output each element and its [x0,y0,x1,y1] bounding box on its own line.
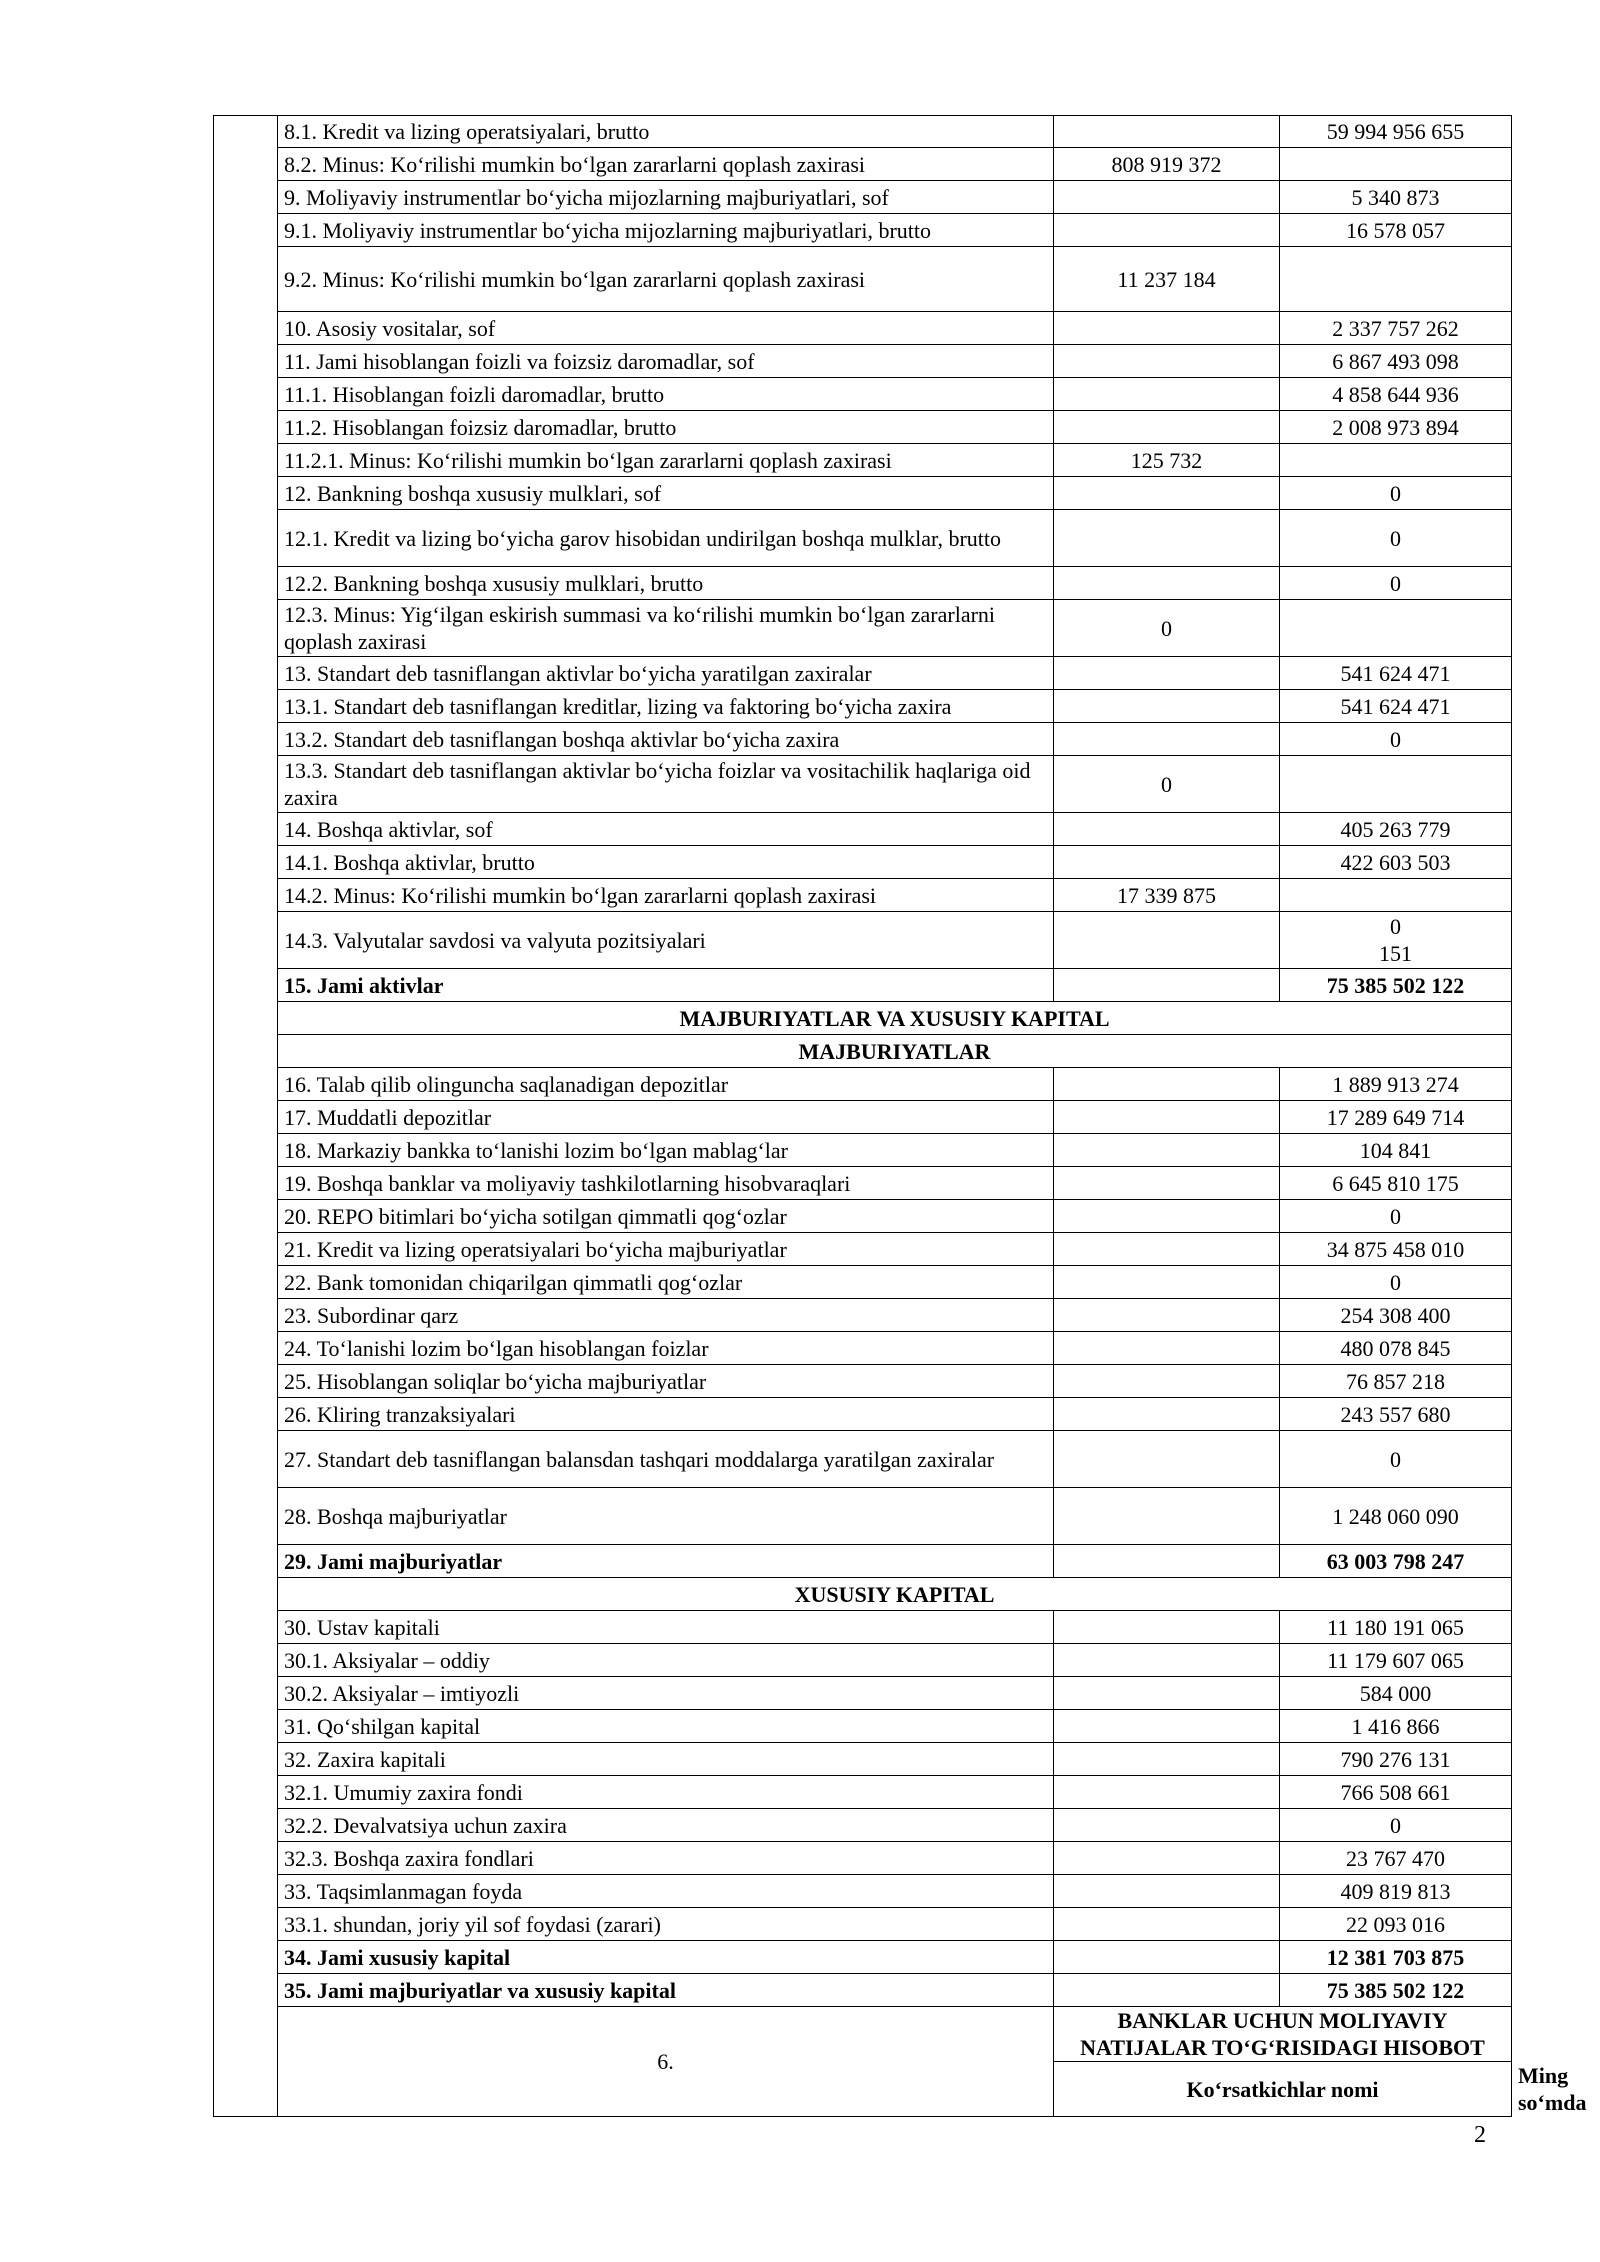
row-deduction [1054,1101,1280,1134]
row-label: 34. Jami xususiy kapital [278,1941,1054,1974]
table-row [214,1431,1512,1488]
row-deduction [1054,510,1280,567]
row-label: 12.1. Kredit va lizing boʻyicha garov hisobidan undirilgan boshqa mulklar, brutto [278,510,1054,567]
section-heading-row [214,1002,1512,1035]
row-deduction: 808 919 372 [1054,148,1280,181]
row-value: 541 624 471 [1280,690,1512,723]
row-deduction [1054,813,1280,846]
row-label: 30. Ustav kapitali [278,1611,1054,1644]
row-value [1280,756,1512,813]
section-number: 6. [278,2007,1054,2117]
row-deduction: 17 339 875 [1054,879,1280,912]
table-row [214,1167,1512,1200]
row-value: 584 000 [1280,1677,1512,1710]
table-row [214,1809,1512,1842]
row-value [1280,879,1512,912]
table-row [214,1710,1512,1743]
row-value: 23 767 470 [1280,1842,1512,1875]
document-page [213,115,1587,2117]
row-label: 25. Hisoblangan soliqlar boʻyicha majburiyatlar [278,1365,1054,1398]
row-label: 13.1. Standart deb tasniflangan kreditlar, lizing va faktoring boʻyicha zaxira [278,690,1054,723]
section-heading-row [214,1578,1512,1611]
table-row [214,1134,1512,1167]
table-row [214,1365,1512,1398]
row-value [1280,444,1512,477]
table-row [214,1299,1512,1332]
row-value: 405 263 779 [1280,813,1512,846]
row-deduction [1054,1167,1280,1200]
row-deduction: 0 [1054,600,1280,657]
row-label: 22. Bank tomonidan chiqarilgan qimmatli qogʻozlar [278,1266,1054,1299]
row-value: 16 578 057 [1280,214,1512,247]
row-value: 104 841 [1280,1134,1512,1167]
table-row [214,1611,1512,1644]
table-row-total [214,1974,1512,2007]
table-row [214,148,1512,181]
row-deduction [1054,1134,1280,1167]
row-value: 22 093 016 [1280,1908,1512,1941]
table-row [214,1488,1512,1545]
row-deduction [1054,411,1280,444]
row-value [1280,148,1512,181]
table-row [214,1332,1512,1365]
row-deduction [1054,181,1280,214]
row-value: 11 179 607 065 [1280,1644,1512,1677]
table-row [214,214,1512,247]
row-value: 63 003 798 247 [1280,1545,1512,1578]
section-number-cell [214,116,278,2117]
page-number: 2 [1474,2122,1486,2148]
row-value: 422 603 503 [1280,846,1512,879]
row-label: 30.1. Aksiyalar – oddiy [278,1644,1054,1677]
row-value: 75 385 502 122 [1280,1974,1512,2007]
row-deduction [1054,1068,1280,1101]
row-label: 16. Talab qilib olinguncha saqlanadigan depozitlar [278,1068,1054,1101]
row-label: 9. Moliyaviy instrumentlar boʻyicha mijozlarning majburiyatlari, sof [278,181,1054,214]
row-label: 9.1. Moliyaviy instrumentlar boʻyicha mijozlarning majburiyatlari, brutto [278,214,1054,247]
table-row [214,567,1512,600]
heading-liabilities: MAJBURIYATLAR [278,1035,1512,1068]
row-label: 14.1. Boshqa aktivlar, brutto [278,846,1054,879]
row-deduction [1054,846,1280,879]
row-deduction [1054,116,1280,148]
row-value: 0 [1280,1200,1512,1233]
row-label: 29. Jami majburiyatlar [278,1545,1054,1578]
table-row [214,1101,1512,1134]
table-row [214,444,1512,477]
row-label: 24. Toʻlanishi lozim boʻlgan hisoblangan foizlar [278,1332,1054,1365]
row-deduction [1054,1809,1280,1842]
row-value: 480 078 845 [1280,1332,1512,1365]
row-value: 2 337 757 262 [1280,312,1512,345]
row-deduction [1054,1908,1280,1941]
table-row [214,723,1512,756]
table-row [214,1266,1512,1299]
table-row [214,247,1512,312]
row-value: 409 819 813 [1280,1875,1512,1908]
row-value: 243 557 680 [1280,1398,1512,1431]
row-label: 12.3. Minus: Yigʻilgan eskirish summasi va koʻrilishi mumkin boʻlgan zararlarni qoplash zaxirasi [278,600,1054,657]
row-value: 2 008 973 894 [1280,411,1512,444]
row-label: 13.2. Standart deb tasniflangan boshqa aktivlar boʻyicha zaxira [278,723,1054,756]
section-6-title-row [214,2007,1512,2062]
row-value: 254 308 400 [1280,1299,1512,1332]
table-row [214,912,1512,969]
row-label: 8.1. Kredit va lizing operatsiyalari, brutto [278,116,1054,148]
row-value: 12 381 703 875 [1280,1941,1512,1974]
row-value: 5 340 873 [1280,181,1512,214]
heading-equity: XUSUSIY KAPITAL [278,1578,1512,1611]
row-deduction [1054,1710,1280,1743]
table-row [214,181,1512,214]
table-row [214,1677,1512,1710]
row-label: 12. Bankning boshqa xususiy mulklari, sof [278,477,1054,510]
row-deduction [1054,1677,1280,1710]
row-value: 75 385 502 122 [1280,969,1512,1002]
table-row [214,1644,1512,1677]
row-label: 18. Markaziy bankka toʻlanishi lozim boʻlgan mablagʻlar [278,1134,1054,1167]
row-label: 11.1. Hisoblangan foizli daromadlar, brutto [278,378,1054,411]
table-row-total [214,1545,1512,1578]
row-deduction [1054,1974,1280,2007]
row-deduction [1054,312,1280,345]
row-value: 0 [1280,477,1512,510]
table-row [214,312,1512,345]
row-label: 11.2. Hisoblangan foizsiz daromadlar, brutto [278,411,1054,444]
row-label: 27. Standart deb tasniflangan balansdan tashqari moddalarga yaratilgan zaxiralar [278,1431,1054,1488]
row-value: 0 [1280,567,1512,600]
row-deduction [1054,214,1280,247]
row-deduction [1054,1776,1280,1809]
row-deduction [1054,1842,1280,1875]
row-value-stack [1280,912,1512,969]
table-row [214,1233,1512,1266]
heading-liabilities-equity: MAJBURIYATLAR VA XUSUSIY KAPITAL [278,1002,1512,1035]
row-label: 14.3. Valyutalar savdosi va valyuta pozitsiyalari [278,912,1054,969]
row-deduction [1054,657,1280,690]
row-value: 1 889 913 274 [1280,1068,1512,1101]
row-label: 14. Boshqa aktivlar, sof [278,813,1054,846]
row-deduction [1054,378,1280,411]
row-value: 766 508 661 [1280,1776,1512,1809]
row-deduction [1054,1365,1280,1398]
row-deduction [1054,345,1280,378]
row-label: 10. Asosiy vositalar, sof [278,312,1054,345]
row-label: 32.3. Boshqa zaxira fondlari [278,1842,1054,1875]
row-deduction [1054,1743,1280,1776]
row-deduction [1054,1299,1280,1332]
row-deduction [1054,1545,1280,1578]
row-deduction [1054,723,1280,756]
row-value: 790 276 131 [1280,1743,1512,1776]
row-deduction [1054,1266,1280,1299]
row-label: 30.2. Aksiyalar – imtiyozli [278,1677,1054,1710]
row-label: 32.1. Umumiy zaxira fondi [278,1776,1054,1809]
table-row [214,116,1512,148]
table-row [214,1200,1512,1233]
row-label: 32. Zaxira kapitali [278,1743,1054,1776]
table-row [214,1398,1512,1431]
row-label: 8.2. Minus: Koʻrilishi mumkin boʻlgan zararlarni qoplash zaxirasi [278,148,1054,181]
row-deduction: 125 732 [1054,444,1280,477]
row-label: 11. Jami hisoblangan foizli va foizsiz daromadlar, sof [278,345,1054,378]
row-label: 17. Muddatli depozitlar [278,1101,1054,1134]
row-label: 19. Boshqa banklar va moliyaviy tashkilotlarning hisobvaraqlari [278,1167,1054,1200]
section-6-header-row: Koʻrsatkichlar nomi Ming soʻmda [214,2062,1512,2117]
row-label: 13. Standart deb tasniflangan aktivlar boʻyicha yaratilgan zaxiralar [278,657,1054,690]
table-row [214,846,1512,879]
row-value: 1 416 866 [1280,1710,1512,1743]
row-deduction [1054,1200,1280,1233]
row-value: 0 [1280,1431,1512,1488]
row-deduction [1054,1431,1280,1488]
section-6-title: BANKLAR UCHUN MOLIYAVIY NATIJALAR TOʻGʻRISIDAGI HISOBOT [1054,2007,1512,2062]
row-label: 23. Subordinar qarz [278,1299,1054,1332]
row-value: 0 [1390,914,1401,939]
row-deduction [1054,1941,1280,1974]
row-deduction [1054,969,1280,1002]
table-row [214,756,1512,813]
row-deduction [1054,1611,1280,1644]
row-label: 14.2. Minus: Koʻrilishi mumkin boʻlgan zararlarni qoplash zaxirasi [278,879,1054,912]
table-row [214,1908,1512,1941]
table-row [214,1875,1512,1908]
row-value: 1 248 060 090 [1280,1488,1512,1545]
row-deduction [1054,912,1280,969]
table-row [214,477,1512,510]
table-row [214,1743,1512,1776]
row-deduction [1054,567,1280,600]
row-value: 0 [1280,510,1512,567]
column-header-indicator-name: Koʻrsatkichlar nomi [1054,2062,1512,2117]
row-value [1280,600,1512,657]
row-value: 6 867 493 098 [1280,345,1512,378]
row-label: 15. Jami aktivlar [278,969,1054,1002]
table-row [214,345,1512,378]
row-value: 4 858 644 936 [1280,378,1512,411]
table-row-total [214,969,1512,1002]
row-deduction [1054,1332,1280,1365]
table-row [214,1842,1512,1875]
row-label: 12.2. Bankning boshqa xususiy mulklari, brutto [278,567,1054,600]
row-label: 11.2.1. Minus: Koʻrilishi mumkin boʻlgan zararlarni qoplash zaxirasi [278,444,1054,477]
row-label: 26. Kliring tranzaksiyalari [278,1398,1054,1431]
table-row [214,378,1512,411]
row-label: 28. Boshqa majburiyatlar [278,1488,1054,1545]
row-deduction: 11 237 184 [1054,247,1280,312]
table-row [214,510,1512,567]
row-label: 21. Kredit va lizing operatsiyalari boʻyicha majburiyatlar [278,1233,1054,1266]
row-label: 20. REPO bitimlari boʻyicha sotilgan qimmatli qogʻozlar [278,1200,1054,1233]
row-deduction [1054,1644,1280,1677]
table-row [214,879,1512,912]
table-row-total [214,1941,1512,1974]
row-deduction [1054,690,1280,723]
row-label: 32.2. Devalvatsiya uchun zaxira [278,1809,1054,1842]
table-row [214,1068,1512,1101]
row-label: 33. Taqsimlanmagan foyda [278,1875,1054,1908]
row-label: 33.1. shundan, joriy yil sof foydasi (zarari) [278,1908,1054,1941]
row-label: 31. Qoʻshilgan kapital [278,1710,1054,1743]
row-deduction [1054,1488,1280,1545]
row-value: 59 994 956 655 [1280,116,1512,148]
row-value: 34 875 458 010 [1280,1233,1512,1266]
row-value: 76 857 218 [1280,1365,1512,1398]
row-value: 11 180 191 065 [1280,1611,1512,1644]
row-deduction [1054,477,1280,510]
row-deduction [1054,1398,1280,1431]
table-row [214,600,1512,657]
row-value-secondary: 151 [1379,941,1412,966]
table-row [214,411,1512,444]
row-value: 6 645 810 175 [1280,1167,1512,1200]
row-value: 17 289 649 714 [1280,1101,1512,1134]
row-deduction [1054,1875,1280,1908]
row-label: 13.3. Standart deb tasniflangan aktivlar boʻyicha foizlar va vositachilik haqlariga oid zaxira [278,756,1054,813]
balance-sheet-table [213,115,1587,2117]
row-value: 0 [1280,723,1512,756]
row-value: 541 624 471 [1280,657,1512,690]
row-deduction: 0 [1054,756,1280,813]
row-value: 0 [1280,1266,1512,1299]
row-value: 0 [1280,1809,1512,1842]
table-row [214,690,1512,723]
table-row [214,813,1512,846]
section-heading-row [214,1035,1512,1068]
table-row [214,1776,1512,1809]
row-label: 35. Jami majburiyatlar va xususiy kapital [278,1974,1054,2007]
row-deduction [1054,1233,1280,1266]
table-row [214,657,1512,690]
row-label: 9.2. Minus: Koʻrilishi mumkin boʻlgan zararlarni qoplash zaxirasi [278,247,1054,312]
row-value [1280,247,1512,312]
